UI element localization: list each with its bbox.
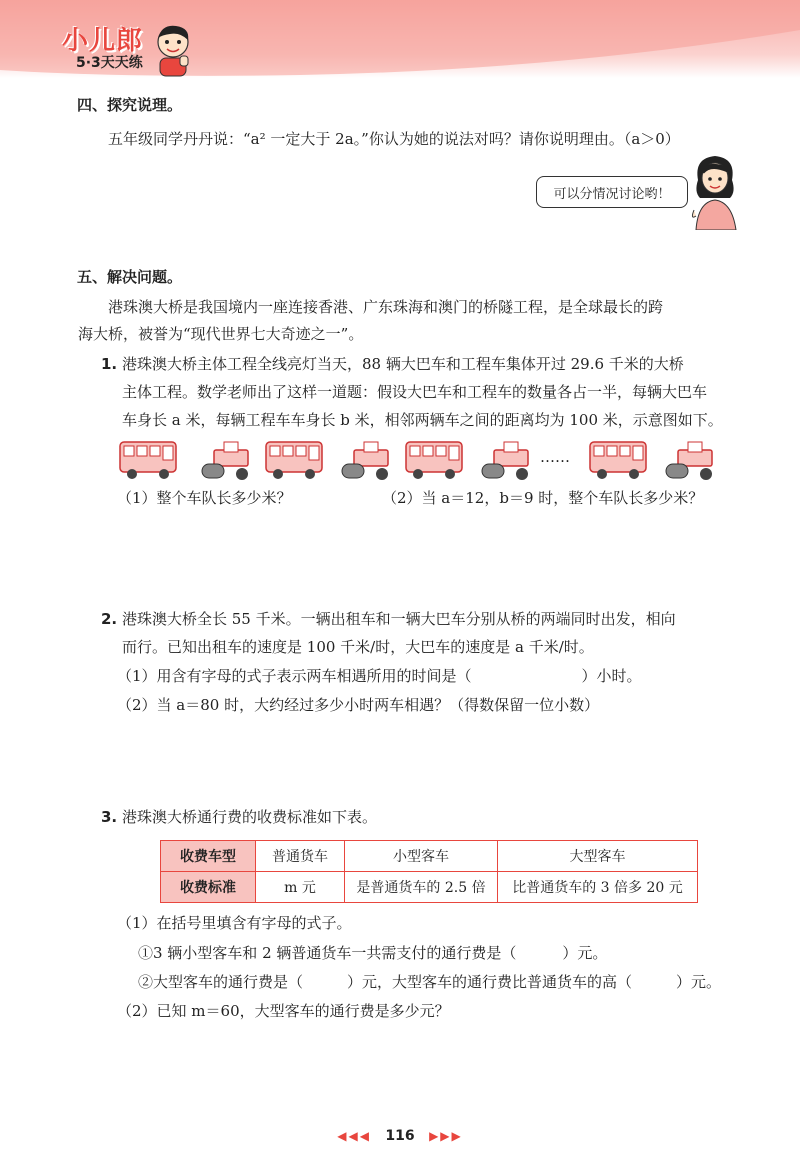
table-header-cell: 收费标准 [161,872,256,903]
q3-sub1: （1）在括号里填含有字母的式子。 [117,914,352,932]
q3-item2-pre: ②大型客车的通行费是（ [138,973,304,991]
table-cell: 比普通货车的 3 倍多 20 元 [498,872,698,903]
q2-sub1-post: ）小时。 [581,667,642,685]
prev-arrows-icon: ◀◀◀ [337,1129,371,1143]
q3-line1: 港珠澳大桥通行费的收费标准如下表。 [122,808,378,826]
q3-item1-post: ）元。 [562,944,608,962]
page-footer [0,1128,800,1144]
toll-fee-table [160,840,698,903]
page-number: 116 [385,1128,415,1144]
q2-sub2: （2）当 a＝80 时，大约经过多少小时两车相遇？（得数保留一位小数） [117,696,600,714]
table-cell: 小型客车 [345,841,498,872]
section4-title: 四、探究说理。 [77,96,183,114]
q1-line1: 港珠澳大桥主体工程全线亮灯当天，88 辆大巴车和工程车集体开过 29.6 千米的大桥 [122,355,684,373]
section5-intro-line1: 港珠澳大桥是我国境内一座连接香港、广东珠海和澳门的桥隧工程，是全球最长的跨 [108,298,664,316]
q2-sub1-pre: （1）用含有字母的式子表示两车相遇所用的时间是（ [117,667,472,685]
boy-mascot-icon [150,22,196,78]
q3-number: 3. [101,808,118,826]
q1-sub1: （1）整个车队长多少米？ [117,489,292,507]
hint-bubble [536,176,688,208]
q3-item1 [138,942,607,964]
table-cell: m 元 [256,872,345,903]
q3-item2-mid: ）元，大型客车的通行费比普通货车的高（ [347,973,633,991]
table-cell: 大型客车 [498,841,698,872]
section5-intro-line2: 海大桥，被誉为“现代世界七大奇迹之一”。 [78,325,364,343]
q2-number: 2. [101,610,118,628]
q2-line2: 而行。已知出租车的速度是 100 千米/时，大巴车的速度是 a 千米/时。 [122,638,594,656]
section4-question: 五年级同学丹丹说：“a² 一定大于 2a。”你认为她的说法对吗？请你说明理由。（a＞0） [108,130,680,148]
convoy-ellipsis: …… [540,448,570,466]
q1-line3: 车身长 a 米，每辆工程车车身长 b 米，相邻两辆车之间的距离均为 100 米，示意图如下。 [122,411,723,429]
hint-bubble-text: 可以分情况讨论哟！ [553,186,671,202]
q3-sub2: （2）已知 m＝60，大型客车的通行费是多少元？ [117,1002,450,1020]
next-arrows-icon: ▶▶▶ [429,1129,463,1143]
table-row [161,841,698,872]
table-row [161,872,698,903]
table-cell: 普通货车 [256,841,345,872]
q3-item2-post: ）元。 [676,973,722,991]
table-header-cell: 收费车型 [161,841,256,872]
vehicle-convoy-diagram [118,436,718,480]
girl-illustration-icon [690,150,740,230]
q2-line1: 港珠澳大桥全长 55 千米。一辆出租车和一辆大巴车分别从桥的两端同时出发，相向 [122,610,676,628]
table-cell: 是普通货车的 2.5 倍 [345,872,498,903]
q1-line2: 主体工程。数学老师出了这样一道题：假设大巴车和工程车的数量各占一半，每辆大巴车 [122,383,708,401]
q1-number: 1. [101,355,118,373]
section5-title: 五、解决问题。 [77,268,183,286]
brand-sub-text: 5·3天天练 [76,55,143,71]
q3-item2 [138,971,721,993]
q2-sub1 [117,665,642,687]
q1-sub2: （2）当 a＝12，b＝9 时，整个车队长多少米？ [382,489,704,507]
brand-main-text: 小儿郎 [62,26,144,56]
q3-item1-pre: ①3 辆小型客车和 2 辆普通货车一共需支付的通行费是（ [138,944,517,962]
